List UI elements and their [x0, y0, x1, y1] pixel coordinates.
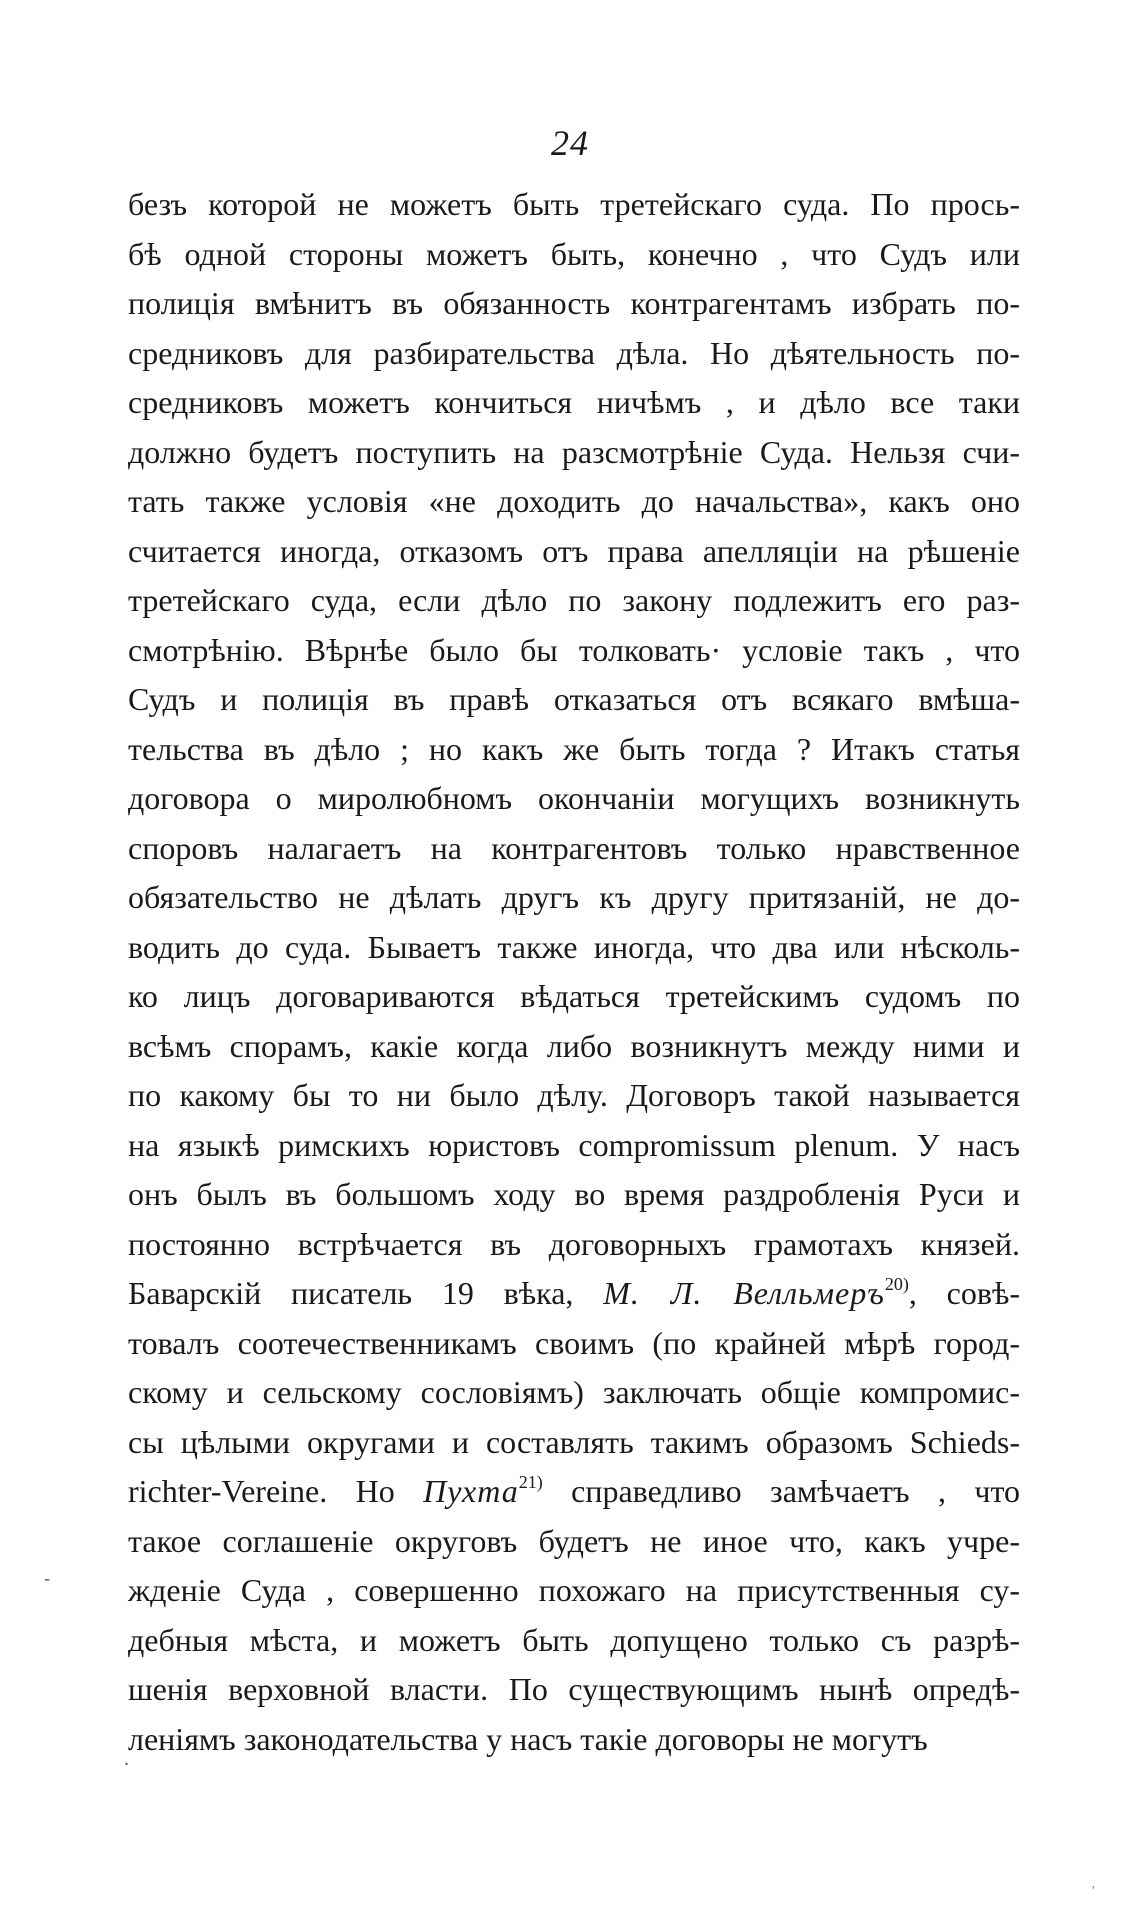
text-line: дебныя мѣста, и можетъ быть допущено только съ разрѣ-	[128, 1621, 1020, 1658]
text-line: по какому бы то ни было дѣлу. Договоръ такой называется	[128, 1077, 1020, 1113]
text-line: третейскаго суда, если дѣло по закону подлежитъ его раз-	[128, 582, 1020, 618]
text-line: на языкѣ римскихъ юристовъ compromissum plenum. У насъ	[128, 1126, 1020, 1163]
author-name: М. Л. Велльмеръ	[603, 1275, 885, 1311]
text-line-with-author	[128, 1269, 1020, 1319]
text-line: сы цѣлыми округами и составлять такимъ образомъ Schieds-	[128, 1423, 1020, 1460]
margin-mark: -	[44, 1568, 50, 1588]
text-line: споровъ налагаетъ на контрагентовъ только нравственное	[128, 829, 1020, 866]
text-line: водить до суда. Бываетъ также иногда, что два или нѣсколь-	[128, 928, 1020, 965]
text-line: договора о миролюбномъ окончаніи могущихъ возникнуть	[128, 780, 1020, 816]
text-line: тать также условія «не доходить до начальства», какъ оно	[128, 483, 1020, 519]
text-line: ко лицъ договариваются вѣдаться третейскимъ судомъ по	[128, 978, 1020, 1014]
text-line: считается иногда, отказомъ отъ права апелляціи на рѣшеніе	[128, 532, 1020, 569]
text-line: скому и сельскому сословіямъ) заключать общіе компромис-	[128, 1374, 1020, 1410]
text-line: постоянно встрѣчается въ договорныхъ грамотахъ князей.	[128, 1225, 1020, 1262]
text-line-with-author	[128, 1467, 1020, 1517]
line-text-after: справедливо замѣчаетъ , что	[542, 1473, 1021, 1509]
text-line: бѣ одной стороны можетъ быть, конечно , что Судъ или	[128, 235, 1020, 272]
text-line: должно будетъ поступить на разсмотрѣніе Суда. Нельзя счи-	[128, 433, 1020, 470]
text-line: обязательство не дѣлать другъ къ другу притязаній, не до-	[128, 879, 1020, 915]
author-name: Пухта	[423, 1473, 519, 1509]
text-line: жденіе Суда , совершенно похожаго на присутственныя су-	[128, 1572, 1020, 1608]
margin-mark: .	[124, 1748, 129, 1770]
text-line: шенія верховной власти. По существующимъ нынѣ опредѣ-	[128, 1671, 1020, 1707]
margin-mark: '	[1092, 1884, 1095, 1899]
text-line: безъ которой не можетъ быть третейскаго суда. По прось-	[128, 186, 1020, 222]
footnote-ref: 21)	[518, 1472, 543, 1492]
text-line: всѣмъ спорамъ, какіе когда либо возникнутъ между ними и	[128, 1027, 1020, 1064]
text-line: онъ былъ въ большомъ ходу во время раздробленія Руси и	[128, 1176, 1020, 1212]
text-line: товалъ соотечественникамъ своимъ (по крайней мѣрѣ город-	[128, 1324, 1020, 1361]
text-line: Судъ и полиція въ правѣ отказаться отъ всякаго вмѣша-	[128, 681, 1020, 717]
text-line: леніямъ законодательства у насъ такіе договоры не могутъ	[128, 1720, 928, 1757]
line-text-after: , совѣ-	[908, 1275, 1021, 1311]
body-text	[128, 180, 1020, 1764]
text-line: средниковъ для разбирательства дѣла. Но дѣятельность по-	[128, 334, 1020, 371]
text-line: смотрѣнію. Вѣрнѣе было бы толковать· условіе такъ , что	[128, 631, 1020, 668]
text-line: такое соглашеніе округовъ будетъ не иное что, какъ учре-	[128, 1522, 1020, 1559]
page-number: 24	[551, 123, 589, 163]
line-text-before: Баварскій писатель 19 вѣка,	[128, 1275, 574, 1311]
text-line: тельства въ дѣло ; но какъ же быть тогда ? Итакъ статья	[128, 730, 1020, 767]
footnote-ref: 20)	[884, 1274, 909, 1294]
text-line: полиція вмѣнитъ въ обязанность контрагентамъ избрать по-	[128, 285, 1020, 321]
line-text-before: richter-Vereine. Но	[128, 1473, 395, 1509]
text-line: средниковъ можетъ кончиться ничѣмъ , и дѣло все таки	[128, 384, 1020, 420]
